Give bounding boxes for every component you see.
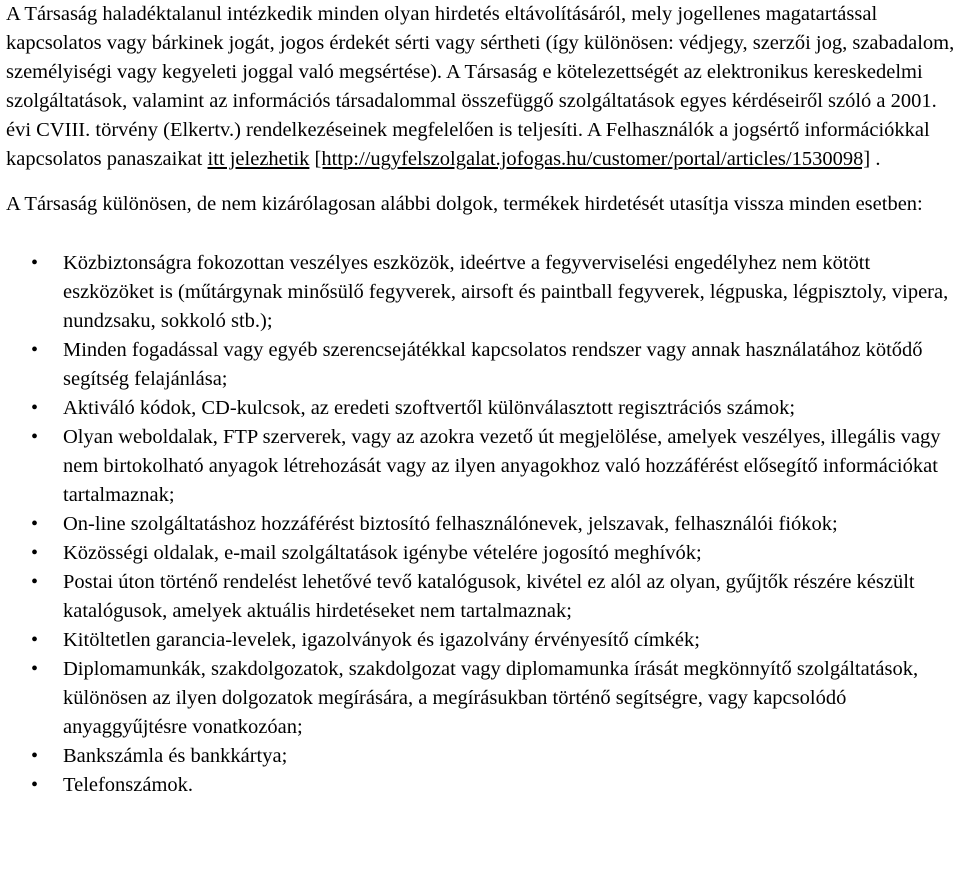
restriction-paragraph: A Társaság különösen, de nem kizárólagosan alábbi dolgok, termékek hirdetését utasítja vissza minden esetben: bbox=[6, 193, 923, 215]
list-item-text: Bankszámla és bankkártya; bbox=[63, 745, 288, 767]
bullet-icon: • bbox=[31, 571, 39, 593]
list-item bbox=[6, 394, 956, 423]
list-item bbox=[6, 539, 956, 568]
intro-paragraph bbox=[6, 0, 956, 174]
list-item-text: Közbiztonságra fokozottan veszélyes eszközök, ideértve a fegyverviselési engedélyhez nem kötött eszközöket is (műtárgynak minősülő fegyverek, airsoft és paintball fegyverek, légpuska, légpisztoly, vipera, nundzsaku, sokkoló stb.); bbox=[63, 252, 949, 332]
list-item bbox=[6, 626, 956, 655]
report-link[interactable]: itt jelezhetik bbox=[207, 148, 310, 170]
list-item bbox=[6, 742, 956, 771]
list-item-text: Kitöltetlen garancia-levelek, igazolványok és igazolvány érvényesítő címkék; bbox=[63, 629, 700, 651]
list-item bbox=[6, 655, 956, 742]
list-item bbox=[6, 249, 956, 336]
list-item-text: Közösségi oldalak, e-mail szolgáltatások igénybe vételére jogosító meghívók; bbox=[63, 542, 702, 564]
list-item-text: Telefonszámok. bbox=[63, 774, 194, 796]
list-item bbox=[6, 510, 956, 539]
bullet-icon: • bbox=[31, 745, 39, 767]
list-item-text: On-line szolgáltatáshoz hozzáférést biztosító felhasználónevek, jelszavak, felhasználói fiókok; bbox=[63, 513, 838, 535]
report-url-link[interactable]: [http://ugyfelszolgalat.jofogas.hu/customer/portal/articles/1530098] bbox=[314, 148, 871, 170]
list-item-text: Aktiváló kódok, CD-kulcsok, az eredeti szoftvertől különválasztott regisztrációs számok; bbox=[63, 397, 796, 419]
bullet-icon: • bbox=[31, 542, 39, 564]
bullet-icon: • bbox=[31, 629, 39, 651]
list-item bbox=[6, 771, 956, 800]
bullet-icon: • bbox=[31, 774, 39, 796]
list-item-text: Olyan weboldalak, FTP szerverek, vagy az azokra vezető út megjelölése, amelyek veszélyes, illegális vagy nem birtokolható anyagok létrehozását vagy az ilyen anyagokhoz való hozzáférést elősegítő információkat tartalmaznak; bbox=[63, 426, 941, 506]
list-item bbox=[6, 568, 956, 626]
prohibited-items-list bbox=[6, 249, 956, 800]
bullet-icon: • bbox=[31, 397, 39, 419]
list-item bbox=[6, 336, 956, 394]
bullet-icon: • bbox=[31, 252, 39, 274]
bullet-icon: • bbox=[31, 426, 39, 448]
bullet-icon: • bbox=[31, 658, 39, 680]
list-item-text: Minden fogadással vagy egyéb szerencsejátékkal kapcsolatos rendszer vagy annak használatához kötődő segítség felajánlása; bbox=[63, 339, 923, 390]
bullet-icon: • bbox=[31, 339, 39, 361]
list-item bbox=[6, 423, 956, 510]
intro-end: . bbox=[870, 148, 881, 170]
intro-text: A Társaság haladéktalanul intézkedik minden olyan hirdetés eltávolításáról, mely jogellenes magatartással kapcsolatos vagy bárkinek jogát, jogos érdekét sérti vagy sértheti (így különösen: védjegy, szerzői jog, szabadalom, személyiségi vagy kegyeleti joggal való megsértése). A Társaság e kötelezettségét az elektronikus kereskedelmi szolgáltatások, valamint az információs társadalommal összefüggő szolgáltatások egyes kérdéseiről szóló a 2001. évi CVIII. törvény (Elkertv.) rendelkezéseinek megfelelően is teljesíti. A Felhasználók a jogsértő információkkal kapcsolatos panaszaikat bbox=[6, 3, 955, 170]
list-item-text: Diplomamunkák, szakdolgozatok, szakdolgozat vagy diplomamunka írását megkönnyítő szolgáltatások, különösen az ilyen dolgozatok megírására, a megírásukban történő segítségre, vagy kapcsolódó anyaggyűjtésre vonatkozóan; bbox=[63, 658, 919, 738]
bullet-icon: • bbox=[31, 513, 39, 535]
list-item-text: Postai úton történő rendelést lehetővé tevő katalógusok, kivétel ez alól az olyan, gyűjtők részére készült katalógusok, amelyek aktuális hirdetéseket nem tartalmaznak; bbox=[63, 571, 915, 622]
